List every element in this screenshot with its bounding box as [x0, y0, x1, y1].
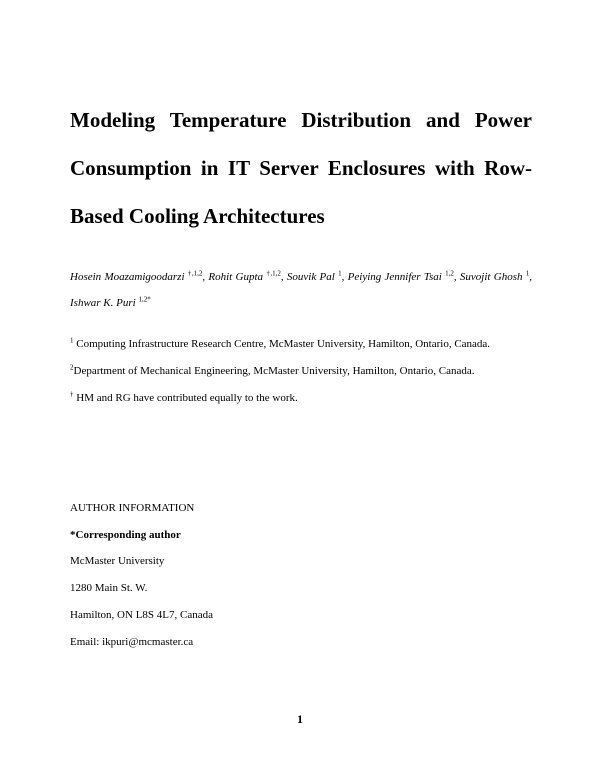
corresponding-institution: McMaster University — [70, 555, 165, 567]
affiliation-text: Computing Infrastructure Research Centre, McMaster University, Hamilton, Ontario, Canada. — [76, 338, 491, 350]
title-line-3: Based Cooling Architectures — [70, 204, 325, 228]
title-line-1: Modeling Temperature Distribution and Power — [70, 108, 532, 132]
author-information-heading: AUTHOR INFORMATION — [70, 502, 195, 514]
contribution-note — [70, 391, 540, 405]
author-affil-mark: 1 — [525, 269, 530, 278]
affiliation-mark: 1 — [70, 336, 74, 345]
contribution-text: HM and RG have contributed equally to the work. — [76, 392, 298, 404]
page-number: 1 — [297, 712, 303, 726]
author-name: Souvik Pal — [286, 271, 335, 283]
author-name: Suvojit Ghosh — [459, 271, 523, 283]
corresponding-street: 1280 Main St. W. — [70, 582, 148, 594]
affiliation-text: Department of Mechanical Engineering, McMaster University, Hamilton, Ontario, Canada. — [73, 365, 475, 377]
corresponding-email: Email: ikpuri@mcmaster.ca — [70, 636, 194, 648]
author-name: Rohit Gupta — [208, 271, 264, 283]
corresponding-author-label: *Corresponding author — [70, 529, 181, 541]
author-name: Hosein Moazamigoodarzi — [70, 271, 185, 283]
title-line-2: Consumption in IT Server Enclosures with Row- — [70, 156, 532, 180]
author-affil-mark: 1,2 — [445, 269, 454, 278]
corresponding-city: Hamilton, ON L8S 4L7, Canada — [70, 609, 213, 621]
author-name: Peiying Jennifer Tsai — [347, 271, 442, 283]
author-list: Hosein Moazamigoodarzi $^{\dagger,1,2}$, Rohit Gupta $^{\dagger,1,2}$, Souvik Pal $^1$, Peiying Jennifer Tsai $^{1,2}$, Suvojit Ghosh $^1$, Ishwar K. Puri $^{1,2*}$ — [70, 269, 533, 309]
affiliation-mark: 2 — [70, 363, 74, 372]
author-name: Ishwar K. Puri — [70, 297, 136, 309]
author-affil-mark: †,1,2 — [187, 269, 203, 278]
paper-title — [70, 96, 532, 240]
author-affil-mark: 1,2* — [138, 295, 151, 304]
contribution-mark: † — [70, 390, 74, 399]
author-affil-mark: 1 — [338, 269, 342, 278]
author-affil-mark: †,1,2 — [266, 269, 281, 278]
affiliation-2 — [70, 364, 540, 378]
affiliation-1 — [70, 337, 540, 351]
